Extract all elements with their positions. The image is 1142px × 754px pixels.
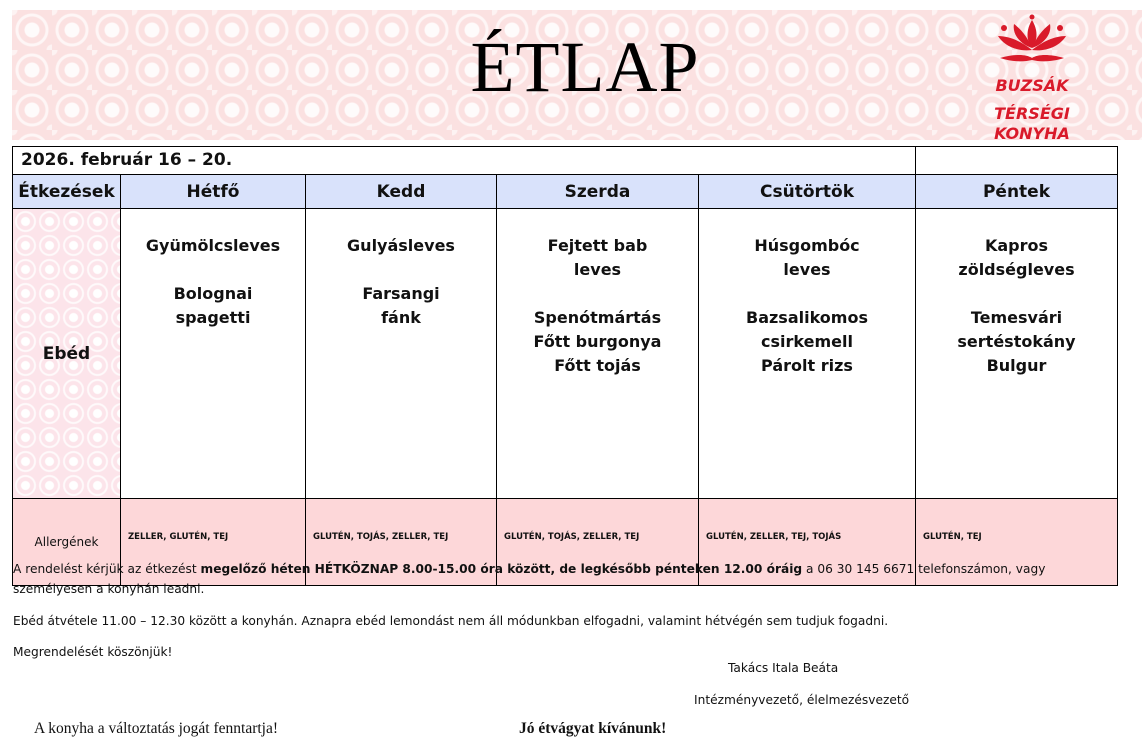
signature-name: Takács Itala Beáta <box>728 661 839 675</box>
ordering-notes <box>13 559 1113 659</box>
main-course: Temesvári sertéstokány Bulgur <box>957 308 1076 375</box>
order-note-deadline: megelőző héten HÉTKÖZNAP 8.00-15.00 óra között, de legkésőbb pénteken 12.00 óráig <box>200 562 803 576</box>
day-header-wednesday: Szerda <box>497 175 699 209</box>
allergen-monday: ZELLER, GLUTÉN, TEJ <box>121 499 306 586</box>
order-note-end: a 06 30 145 6671 telefonszámon, vagy személyesen a konyhán leadni. <box>13 562 1046 596</box>
thanks-note: Megrendelését köszönjük! <box>13 645 173 659</box>
lunch-monday <box>121 209 306 499</box>
buzsak-logo <box>968 14 1096 143</box>
menu-table <box>12 146 1118 586</box>
allergen-thursday: GLUTÉN, ZELLER, TEJ, TOJÁS <box>699 499 916 586</box>
order-note <box>13 559 1113 599</box>
lunch-wednesday <box>497 209 699 499</box>
order-note-start: A rendelést kérjük az étkezést <box>13 562 201 576</box>
lunch-thursday <box>699 209 916 499</box>
main-course: Bolognai spagetti <box>173 284 253 327</box>
soup: Húsgombóc leves <box>754 236 860 279</box>
day-header-friday: Péntek <box>916 175 1118 209</box>
day-header-thursday: Csütörtök <box>699 175 916 209</box>
main-course: Spenótmártás Főtt burgonya Főtt tojás <box>533 308 662 375</box>
logo-line-2: TÉRSÉGI KONYHA <box>994 104 1070 143</box>
footer-greeting: Jó étvágyat kívánunk! <box>519 720 667 737</box>
empty-cell <box>916 147 1118 175</box>
allergen-label: Allergének <box>13 499 121 586</box>
allergen-wednesday: GLUTÉN, TOJÁS, ZELLER, TEJ <box>497 499 699 586</box>
lunch-tuesday <box>306 209 497 499</box>
soup: Kapros zöldségleves <box>958 236 1075 279</box>
pickup-note: Ebéd átvétele 11.00 – 12.30 között a konyhán. Aznapra ebéd lemondást nem áll módunkban elfogadni, valamint hétvégén sem tudjuk fogadni. <box>13 614 889 628</box>
allergen-tuesday: GLUTÉN, TOJÁS, ZELLER, TEJ <box>306 499 497 586</box>
page-title: ÉTLAP <box>470 27 700 107</box>
day-header-tuesday: Kedd <box>306 175 497 209</box>
day-header-monday: Hétfő <box>121 175 306 209</box>
lunch-label-cell <box>13 209 121 499</box>
soup: Fejtett bab leves <box>547 236 648 279</box>
meal-type-header: Étkezések <box>13 175 121 209</box>
main-course: Farsangi fánk <box>362 284 440 327</box>
logo-line-1: BUZSÁK <box>995 76 1069 95</box>
signature-role: Intézményvezető, élelmezésvezető <box>694 693 910 707</box>
lunch-label: Ebéd <box>42 343 91 364</box>
week-date: 2026. február 16 – 20. <box>13 147 916 175</box>
soup: Gulyásleves <box>347 236 455 255</box>
soup: Gyümölcsleves <box>145 236 281 255</box>
folk-flower-icon <box>990 14 1074 70</box>
allergen-friday: GLUTÉN, TEJ <box>916 499 1118 586</box>
footer-disclaimer: A konyha a változtatás jogát fenntartja! <box>34 720 279 737</box>
lunch-friday <box>916 209 1118 499</box>
main-course: Bazsalikomos csirkemell Párolt rizs <box>746 308 868 375</box>
